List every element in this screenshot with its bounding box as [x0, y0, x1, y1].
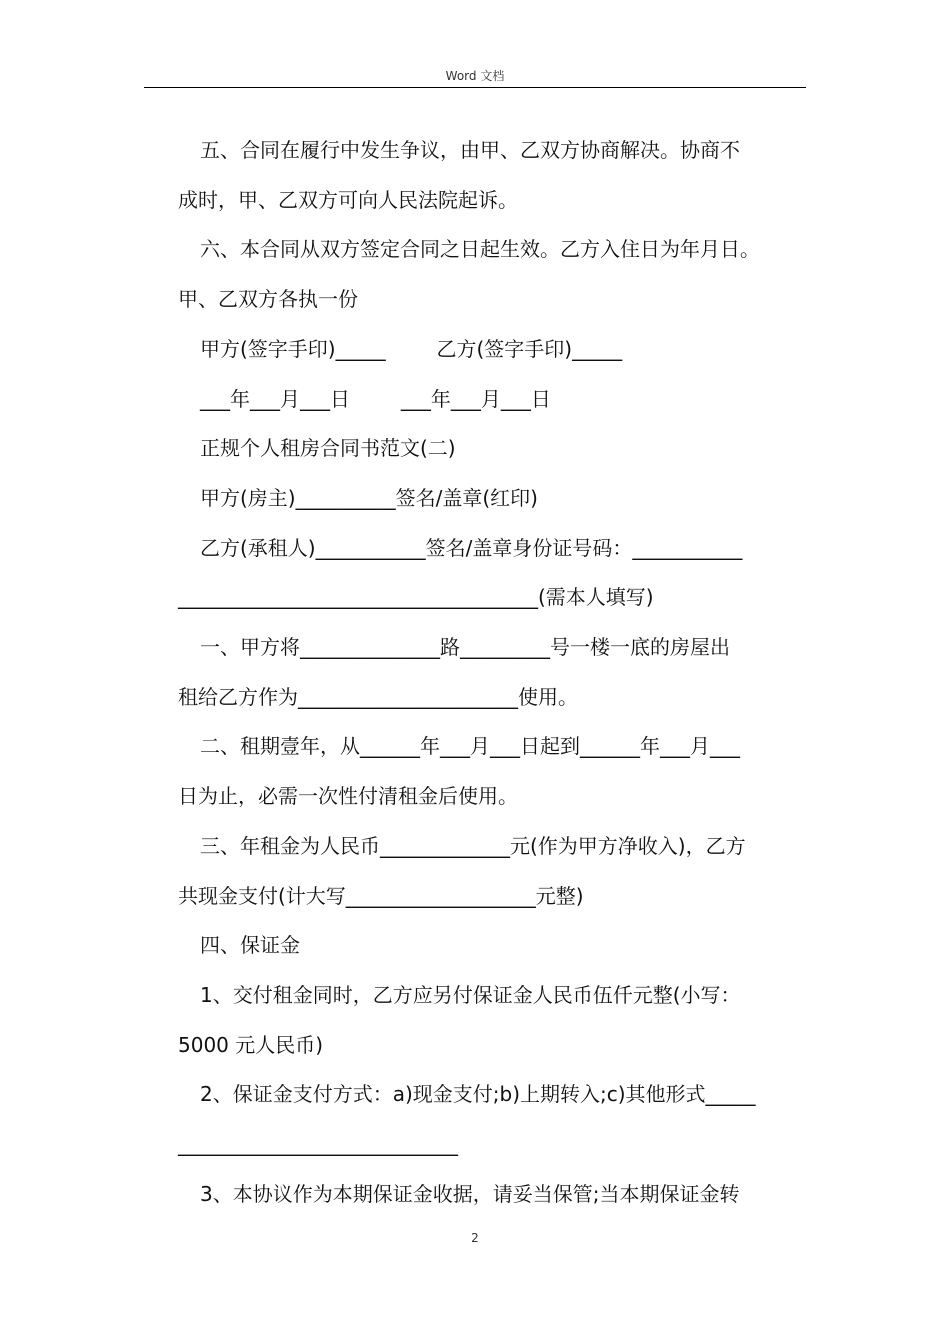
signature-line: 甲方(签字手印)_____ 乙方(签字手印)_____ [200, 336, 623, 361]
paragraph-line: 2、保证金支付方式：a)现金支付;b)上期转入;c)其他形式_____ [200, 1082, 756, 1107]
paragraph-line: 租给乙方作为______________________使用。 [178, 684, 578, 709]
paragraph-line: 日为止，必需一次性付清租金后使用。 [178, 784, 518, 809]
page-header: Word 文档 [445, 69, 505, 83]
date-line: ___年___月___日 ___年___月___日 [200, 386, 551, 411]
document-body [178, 126, 818, 1219]
paragraph-line: 五、合同在履行中发生争议，由甲、乙双方协商解决。协商不 [200, 138, 740, 162]
paragraph-line: ____________________________ [178, 1132, 458, 1157]
party-b-line: 乙方(承租人)___________签名/盖章身份证号码：___________ [200, 535, 743, 560]
paragraph-line: 1、交付租金同时，乙方应另付保证金人民币伍仟元整(小写： [200, 982, 741, 1007]
paragraph-line: 一、甲方将______________路_________号一楼一底的房屋出 [200, 635, 730, 660]
section-title: 正规个人租房合同书范文(二) [200, 436, 456, 461]
party-a-line: 甲方(房主)__________签名/盖章(红印) [200, 485, 538, 510]
page-number: 2 [471, 1231, 479, 1245]
paragraph-line: 二、租期壹年，从______年___月___日起到______年___月___ [200, 734, 740, 759]
paragraph-line: 六、本合同从双方签定合同之日起生效。乙方入住日为年月日。 [200, 237, 760, 262]
header-rule [144, 87, 806, 88]
paragraph-line: 5000 元人民币) [178, 1032, 324, 1057]
paragraph-line: ____________________________________(需本人填写) [178, 585, 654, 610]
paragraph-line: 三、年租金为人民币_____________元(作为甲方净收入)，乙方 [200, 833, 746, 858]
section-heading: 四、保证金 [200, 933, 300, 958]
paragraph-line: 甲、乙双方各执一份 [178, 287, 358, 312]
paragraph-line: 共现金支付(计大写___________________元整) [178, 883, 584, 908]
paragraph-line: 成时，甲、乙双方可向人民法院起诉。 [178, 187, 518, 212]
paragraph-line: 3、本协议作为本期保证金收据，请妥当保管;当本期保证金转 [200, 1181, 740, 1206]
